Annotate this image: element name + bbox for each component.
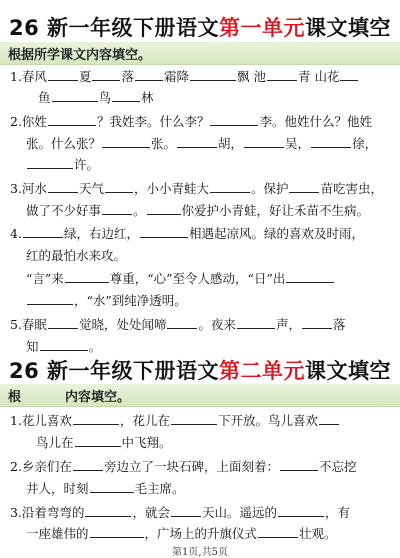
u1-q2-line2: 张。什么张？ 张。 胡， 吴， 徐，: [26, 136, 378, 151]
u1-q2-line1: 2.你姓 ？我姓李。什么李？ 李。他姓什么？他姓: [10, 114, 372, 129]
u2-q1-line1: 1.花儿喜欢 ，花儿在 下开放。鸟儿喜欢: [10, 412, 396, 430]
unit2-title: 26 新一年级下册语文第二单元课文填空: [8, 359, 392, 383]
u1-q1-line2: 鱼 鸟 林: [38, 90, 154, 105]
u1-q5-line1: 5.春眠 觉晓，处处闻啼 。夜来 声， 落: [10, 317, 346, 332]
unit1-instruction: 根据所学课文内容填空。: [8, 48, 152, 63]
u1-q2-line3: 许。: [26, 156, 400, 174]
unit1-instruction-bar: [0, 42, 400, 65]
u2-q2-line1: 2.乡亲们在 旁边立了一块石碑，上面刻着： 不忘挖: [10, 459, 357, 474]
u1-q5-line2: 知 。: [26, 339, 102, 354]
u2-q2-line2: 井人，时刻 毛主席。: [26, 481, 185, 496]
u1-q4-line1: 4. 绿，右边红， 相遇起凉风。绿的喜欢及时雨，: [10, 226, 364, 241]
unit2-instruction: 根 内容填空。: [8, 390, 131, 405]
page-footer: 第1页,共5页: [172, 547, 228, 558]
unit1-title: 26 新一年级下册语文第一单元课文填空: [8, 16, 392, 40]
u1-q4-line2: 红的最怕水来攻。: [26, 248, 127, 263]
u1-q3-line2: 做了不少好事 。 你爱护小青蛙，好让禾苗不生病。: [26, 203, 370, 218]
u1-q3-line1: 3.河水 天气 ，小小青蛙大 。保护 苗吃害虫，: [10, 181, 383, 196]
u1-q1-line1: 1.春风 夏 落 霜降 飘 池 青 山花: [10, 68, 396, 86]
u1-q4b-line1: “言”来 尊重，“心”至令人感动，“日”出: [26, 270, 400, 288]
u1-q4b-line2: ，“水”到纯净透明。: [26, 292, 400, 310]
unit2-instruction-bar: [0, 384, 400, 407]
u2-q3-line2: 一座雄伟的 ，广场上的升旗仪式 壮观。: [26, 526, 337, 541]
u2-q3-line1: 3.沿着弯弯的 ，就会 天山。遥远的 ，有: [10, 505, 350, 520]
u2-q1-line2: 鸟儿在 中飞翔。: [36, 435, 172, 450]
